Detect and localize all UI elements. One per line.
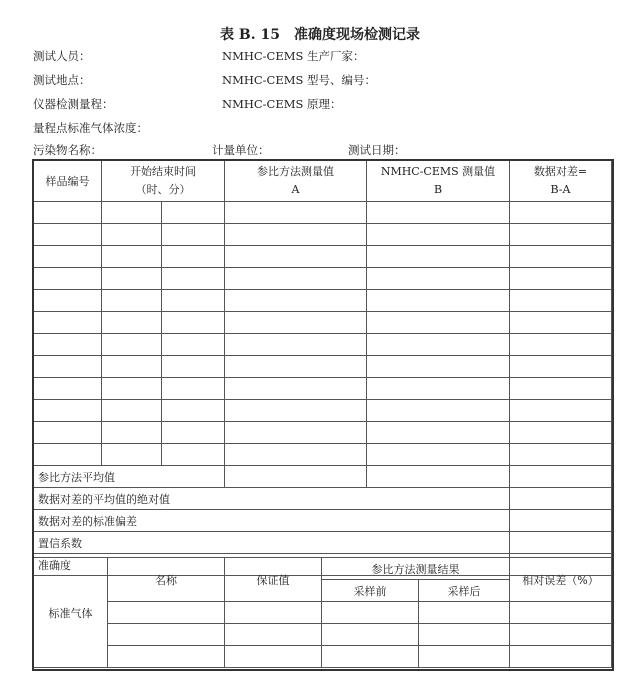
cell-end-time[interactable] [162,290,225,312]
cell-cert[interactable] [225,646,322,668]
cell-after[interactable] [419,624,510,646]
row-abs-avg-diff [34,488,612,510]
cell-before[interactable] [322,646,419,668]
cell-sample-id[interactable] [34,224,102,246]
cell-end-time[interactable] [162,356,225,378]
cell-start-time[interactable] [102,202,162,224]
std-gas-conc-field: 量程点标准气体浓度： [33,121,148,135]
cell-diff[interactable] [510,444,612,466]
cell-ref-value[interactable] [225,334,367,356]
cell-start-time[interactable] [102,400,162,422]
header-cems-line2: B [433,183,443,196]
cell-ref-value[interactable] [225,290,367,312]
cell-start-time[interactable] [102,312,162,334]
cell-end-time[interactable] [162,334,225,356]
cell-diff[interactable] [510,400,612,422]
cell-rel-err[interactable] [510,624,612,646]
cell-diff[interactable] [510,202,612,224]
label-confidence: 置信系数 [34,532,510,554]
cell-gas-name[interactable] [108,602,225,624]
cell-sample-id[interactable] [34,312,102,334]
cell-end-time[interactable] [162,268,225,290]
cell-ref-value[interactable] [225,400,367,422]
manufacturer-field: NMHC-CEMS 生产厂家： [222,49,365,63]
label-std-gas: 标准气体 [34,558,108,668]
range-field: 仪器检测量程： [33,97,114,111]
cell-diff[interactable] [510,268,612,290]
cell-sample-id[interactable] [34,356,102,378]
cell-ref-value[interactable] [225,356,367,378]
table-row [34,224,612,246]
cell-rel-err[interactable] [510,646,612,668]
table-row [34,202,612,224]
cell-sample-id[interactable] [34,400,102,422]
cell-sample-id[interactable] [34,378,102,400]
cell-cems-value[interactable] [367,224,510,246]
std-gas-table [33,557,612,668]
cell-cems-value[interactable] [367,356,510,378]
table-row [34,334,612,356]
cell-start-time[interactable] [102,378,162,400]
header-cert-value: 保证值 [225,558,322,602]
cell-ref-value[interactable] [225,312,367,334]
header-after-sampling: 采样后 [419,580,510,602]
cell-ref-value[interactable] [225,444,367,466]
std-gas-row [34,624,612,646]
cell-confidence[interactable] [510,532,612,554]
pollutant-field: 污染物名称： [33,143,102,157]
label-accuracy: 准确度 [34,554,510,576]
cell-cert[interactable] [225,602,322,624]
cell-end-time[interactable] [162,224,225,246]
cell-sample-id[interactable] [34,290,102,312]
document-title: 表 B. 15 准确度现场检测记录 [220,27,420,43]
table-row [34,378,612,400]
cell-cems-value[interactable] [367,290,510,312]
cell-cems-value[interactable] [367,334,510,356]
cell-gas-name[interactable] [108,624,225,646]
table-row [34,400,612,422]
header-gas-name: 名称 [108,558,225,602]
cell-after[interactable] [419,646,510,668]
cell-start-time[interactable] [102,224,162,246]
cell-diff[interactable] [510,334,612,356]
cell-diff[interactable] [510,290,612,312]
cell-start-time[interactable] [102,246,162,268]
table-row [34,356,612,378]
principle-field: NMHC-CEMS 原理： [222,97,342,111]
cell-ref-value[interactable] [225,422,367,444]
cell-diff[interactable] [510,312,612,334]
data-rows [34,202,612,466]
cell-cems-value[interactable] [367,400,510,422]
cell-sample-id[interactable] [34,422,102,444]
cell-sample-id[interactable] [34,246,102,268]
unit-field: 计量单位： [212,143,270,157]
label-abs-avg-diff: 数据对差的平均值的绝对值 [34,488,510,510]
row-confidence [34,532,612,554]
cell-ref-value[interactable] [225,202,367,224]
model-field: NMHC-CEMS 型号、编号： [222,73,377,87]
table-row [34,268,612,290]
std-gas-row [34,602,612,624]
label-ref-average: 参比方法平均值 [34,466,225,488]
cell-diff[interactable] [510,224,612,246]
header-ref-line1: 参比方法测量值 [257,165,334,178]
header-before-sampling: 采样前 [322,580,419,602]
cell-after[interactable] [419,602,510,624]
cell-end-time[interactable] [162,444,225,466]
cell-cems-value[interactable] [367,444,510,466]
cell-diff[interactable] [510,378,612,400]
cell-cems-value[interactable] [367,202,510,224]
header-diff-line2: B-A [550,183,571,196]
cell-end-time[interactable] [162,246,225,268]
std-gas-row [34,646,612,668]
header-ref-result: 参比方法测量结果 [322,558,510,580]
cell-start-time[interactable] [102,334,162,356]
header-sample-id: 样品编号 [34,161,102,202]
cell-before[interactable] [322,602,419,624]
table-row [34,290,612,312]
cell-start-time[interactable] [102,422,162,444]
row-ref-average [34,466,612,488]
cell-sample-id[interactable] [34,334,102,356]
cell-sample-id[interactable] [34,202,102,224]
tester-field: 测试人员： [33,49,91,63]
cell-ref-average-diff[interactable] [510,466,612,488]
cell-diff[interactable] [510,246,612,268]
cell-start-time[interactable] [102,444,162,466]
table-header-row [34,161,612,202]
row-std-dev [34,510,612,532]
cell-ref-value[interactable] [225,268,367,290]
cell-ref-value[interactable] [225,378,367,400]
cell-diff[interactable] [510,422,612,444]
cell-sample-id[interactable] [34,268,102,290]
cell-ref-value[interactable] [225,246,367,268]
cell-cems-value[interactable] [367,246,510,268]
cell-gas-name[interactable] [108,646,225,668]
cell-cems-value[interactable] [367,378,510,400]
location-field: 测试地点： [33,73,91,87]
header-time-line1: 开始结束时间 [130,165,196,178]
cell-end-time[interactable] [162,202,225,224]
header-time-line2: （时、分） [135,183,191,196]
cell-std-dev[interactable] [510,510,612,532]
cell-rel-err[interactable] [510,602,612,624]
accuracy-table [33,160,612,576]
cell-cems-value[interactable] [367,268,510,290]
cell-before[interactable] [322,624,419,646]
header-ref-value [225,161,367,202]
cell-abs-avg-diff[interactable] [510,488,612,510]
header-time [102,161,225,202]
cell-ref-average-b[interactable] [367,466,510,488]
date-field: 测试日期： [348,143,406,157]
cell-ref-value[interactable] [225,224,367,246]
header-cems-line1: NMHC-CEMS 测量值 [380,165,496,178]
cell-end-time[interactable] [162,378,225,400]
table-row [34,312,612,334]
cell-start-time[interactable] [102,268,162,290]
header-ref-line2: A [291,183,300,196]
cell-start-time[interactable] [102,356,162,378]
cell-end-time[interactable] [162,422,225,444]
header-cems-value [367,161,510,202]
table-row [34,444,612,466]
header-diff-line1: 数据对差= [533,165,588,178]
header-diff [510,161,612,202]
table-row [34,422,612,444]
cell-cems-value[interactable] [367,312,510,334]
cell-diff[interactable] [510,356,612,378]
cell-start-time[interactable] [102,290,162,312]
cell-ref-average-a[interactable] [225,466,367,488]
cell-end-time[interactable] [162,400,225,422]
cell-cems-value[interactable] [367,422,510,444]
label-std-dev: 数据对差的标准偏差 [34,510,510,532]
header-rel-error: 相对误差（%） [510,558,612,602]
cell-cert[interactable] [225,624,322,646]
cell-end-time[interactable] [162,312,225,334]
table-row [34,246,612,268]
cell-sample-id[interactable] [34,444,102,466]
std-gas-header-row-1 [34,558,612,580]
